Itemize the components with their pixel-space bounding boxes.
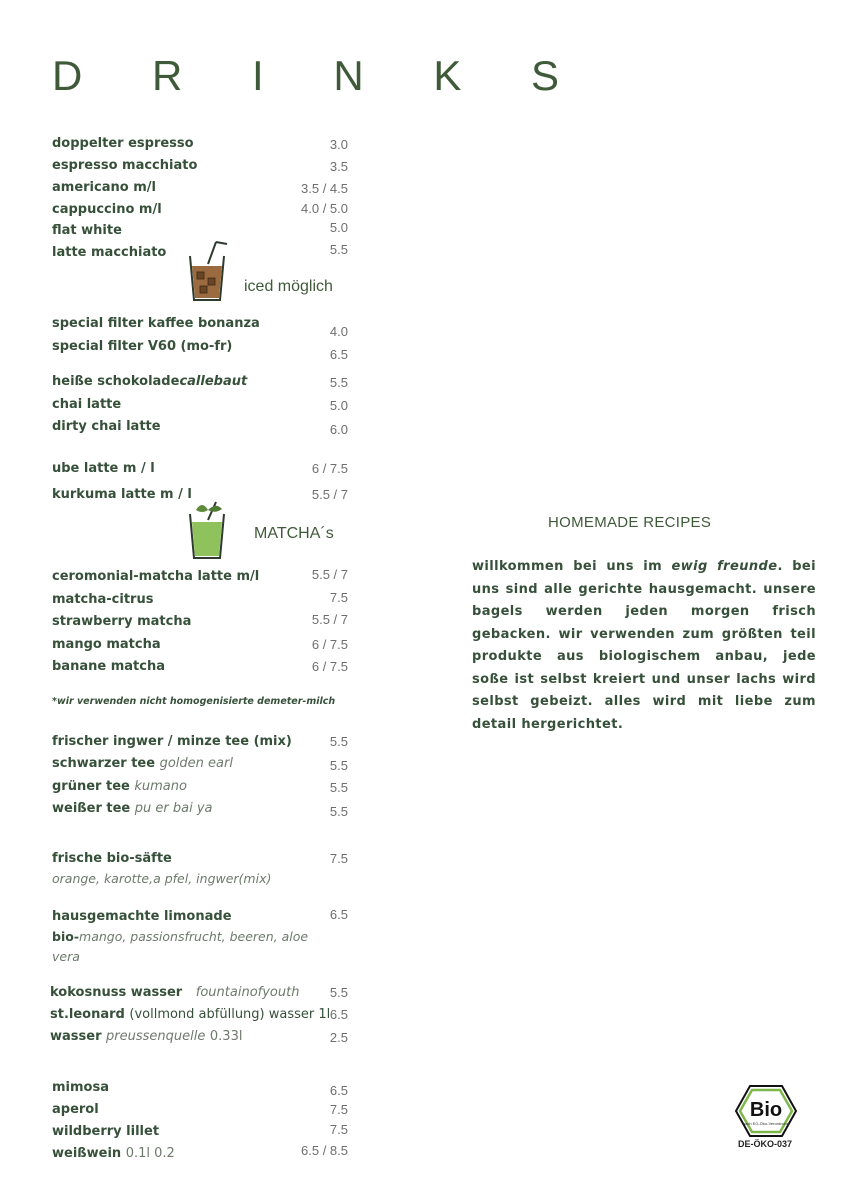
item-name: weißwein <box>52 1146 122 1161</box>
menu-item-name: ube latte m / l <box>52 461 155 476</box>
menu-item-price: 5.5 <box>329 734 348 749</box>
menu-item-price: 6.5 <box>329 1083 348 1098</box>
menu-item-price: 5.5 <box>329 758 348 773</box>
menu-item-name: hausgemachte limonade <box>52 909 232 924</box>
menu-item-price: 3.5 <box>329 159 348 174</box>
item-name: wasser <box>50 1029 102 1044</box>
item-detail: golden earl <box>159 756 233 771</box>
item-detail <box>52 927 322 967</box>
item-detail: 0.1l 0.2 <box>125 1146 175 1161</box>
menu-item-name: dirty chai latte <box>52 419 161 434</box>
item-name: weißer tee <box>52 801 131 816</box>
recipes-title: HOMEMADE RECIPES <box>548 514 712 531</box>
menu-item-price: 7.5 <box>329 851 348 866</box>
menu-item-price: 5.5 / 7 <box>311 612 348 627</box>
menu-item-price: 6 / 7.5 <box>311 659 348 674</box>
item-detail-size: 0.33l <box>209 1029 243 1044</box>
menu-item-price: 6 / 7.5 <box>311 461 348 476</box>
menu-item-price: 6 / 7.5 <box>311 637 348 652</box>
menu-item-name: frische bio-säfte <box>52 851 172 866</box>
recipes-brand: ewig freunde <box>671 559 778 574</box>
menu-item-price: 6.0 <box>329 422 348 437</box>
menu-item-price: 7.5 <box>329 1102 348 1117</box>
menu-item-name: americano m/l <box>52 180 156 195</box>
menu-item-name <box>52 779 187 794</box>
matcha-glass-icon <box>186 500 230 564</box>
item-detail: preussenquelle <box>106 1029 206 1044</box>
item-name: schwarzer tee <box>52 756 156 771</box>
menu-item-price: 6.5 <box>329 1007 348 1022</box>
menu-item-name <box>52 1146 175 1161</box>
bio-seal-icon <box>734 1084 798 1138</box>
menu-item-name: mimosa <box>52 1080 109 1095</box>
menu-item-price: 5.5 <box>329 804 348 819</box>
item-name: kokosnuss wasser <box>50 985 183 1000</box>
menu-item-name: chai latte <box>52 397 122 412</box>
item-detail-bold: bio- <box>52 929 80 944</box>
menu-item-name: espresso macchiato <box>52 158 198 173</box>
menu-item-price: 3.5 / 4.5 <box>301 181 348 196</box>
item-detail: fountainofyouth <box>195 985 300 1000</box>
menu-item-price: 7.5 <box>329 590 348 605</box>
menu-item-name <box>50 985 299 1000</box>
menu-item-price: 5.5 <box>329 780 348 795</box>
menu-item-name <box>52 756 233 771</box>
menu-item-price: 5.5 <box>329 375 348 390</box>
menu-item-name: strawberry matcha <box>52 614 192 629</box>
menu-item-name: doppelter espresso <box>52 136 194 151</box>
menu-item-price: 5.5 <box>329 985 348 1000</box>
menu-item-name: banane matcha <box>52 659 165 674</box>
menu-item-price: 7.5 <box>329 1122 348 1137</box>
menu-item-name: ceromonial-matcha latte m/l <box>52 569 260 584</box>
item-detail: orange, karotte,a pfel, ingwer(mix) <box>52 871 272 886</box>
menu-item-price: 5.5 / 7 <box>311 567 348 582</box>
menu-item-price: 4.0 <box>329 324 348 339</box>
menu-item-price: 6.5 <box>329 347 348 362</box>
menu-item-name: cappuccino m/l <box>52 202 162 217</box>
iced-coffee-icon <box>186 240 230 306</box>
bio-code: DE-ÖKO-037 <box>738 1139 793 1149</box>
item-name: heiße schokolade <box>52 374 180 389</box>
item-detail: (vollmond abfüllung) wasser 1l <box>129 1007 331 1022</box>
menu-item-name: kurkuma latte m / l <box>52 487 192 502</box>
menu-item-price: 5.0 <box>329 220 348 235</box>
item-name: grüner tee <box>52 779 130 794</box>
menu-item-price: 3.0 <box>329 137 348 152</box>
menu-item-name: frischer ingwer / minze tee (mix) <box>52 734 292 749</box>
menu-item-name: special filter V60 (mo-fr) <box>52 339 233 354</box>
menu-item-name: special filter kaffee bonanza <box>52 316 260 331</box>
iced-label: iced möglich <box>244 278 333 295</box>
menu-item-name: mango matcha <box>52 637 161 652</box>
page-title: D R I N K S <box>52 52 589 99</box>
item-detail-text: mango, passionsfrucht, beeren, aloe vera <box>52 929 309 964</box>
recipes-paragraph <box>472 556 816 736</box>
menu-item-price: 2.5 <box>329 1030 348 1045</box>
menu-item-price: 5.5 / 7 <box>311 487 348 502</box>
bio-seal-small-text: nach EG-Öko-Verordnung <box>742 1121 790 1126</box>
recipes-body: . bei uns sind alle gerichte hausgemacht. unsere bagels werden jeden morgen frisch gebacken. wir verwenden zum größten teil produkte aus biologischem anbau, jede soße ist selbst kreiert und unser lachs wird selbst gebeizt. alles wird mit liebe zum detail hergerichtet. <box>472 559 816 732</box>
menu-item-price: 6.5 / 8.5 <box>301 1143 348 1158</box>
milk-note: *wir verwenden nicht homogenisierte demeter-milch <box>52 696 336 707</box>
menu-item-name: latte macchiato <box>52 245 167 260</box>
menu-item-name <box>50 1029 242 1044</box>
menu-item-name <box>52 374 247 389</box>
menu-item-name: wildberry lillet <box>52 1124 160 1139</box>
matcha-section-label: MATCHA´s <box>254 525 334 542</box>
bio-seal-text: Bio <box>749 1099 783 1121</box>
item-detail: pu er bai ya <box>134 801 213 816</box>
menu-item-name <box>50 1007 330 1022</box>
menu-item-name: aperol <box>52 1102 99 1117</box>
recipes-intro: willkommen bei uns im <box>472 559 672 574</box>
item-name: st.leonard <box>50 1007 125 1022</box>
menu-item-price: 6.5 <box>329 907 348 922</box>
menu-item-name: flat white <box>52 223 122 238</box>
menu-item-name: matcha-citrus <box>52 592 154 607</box>
menu-item-name <box>52 801 213 816</box>
item-brand: callebaut <box>179 374 248 389</box>
menu-item-price: 5.5 <box>329 242 348 257</box>
item-detail: kumano <box>134 779 187 794</box>
menu-item-price: 4.0 / 5.0 <box>301 201 348 216</box>
menu-item-price: 5.0 <box>329 398 348 413</box>
